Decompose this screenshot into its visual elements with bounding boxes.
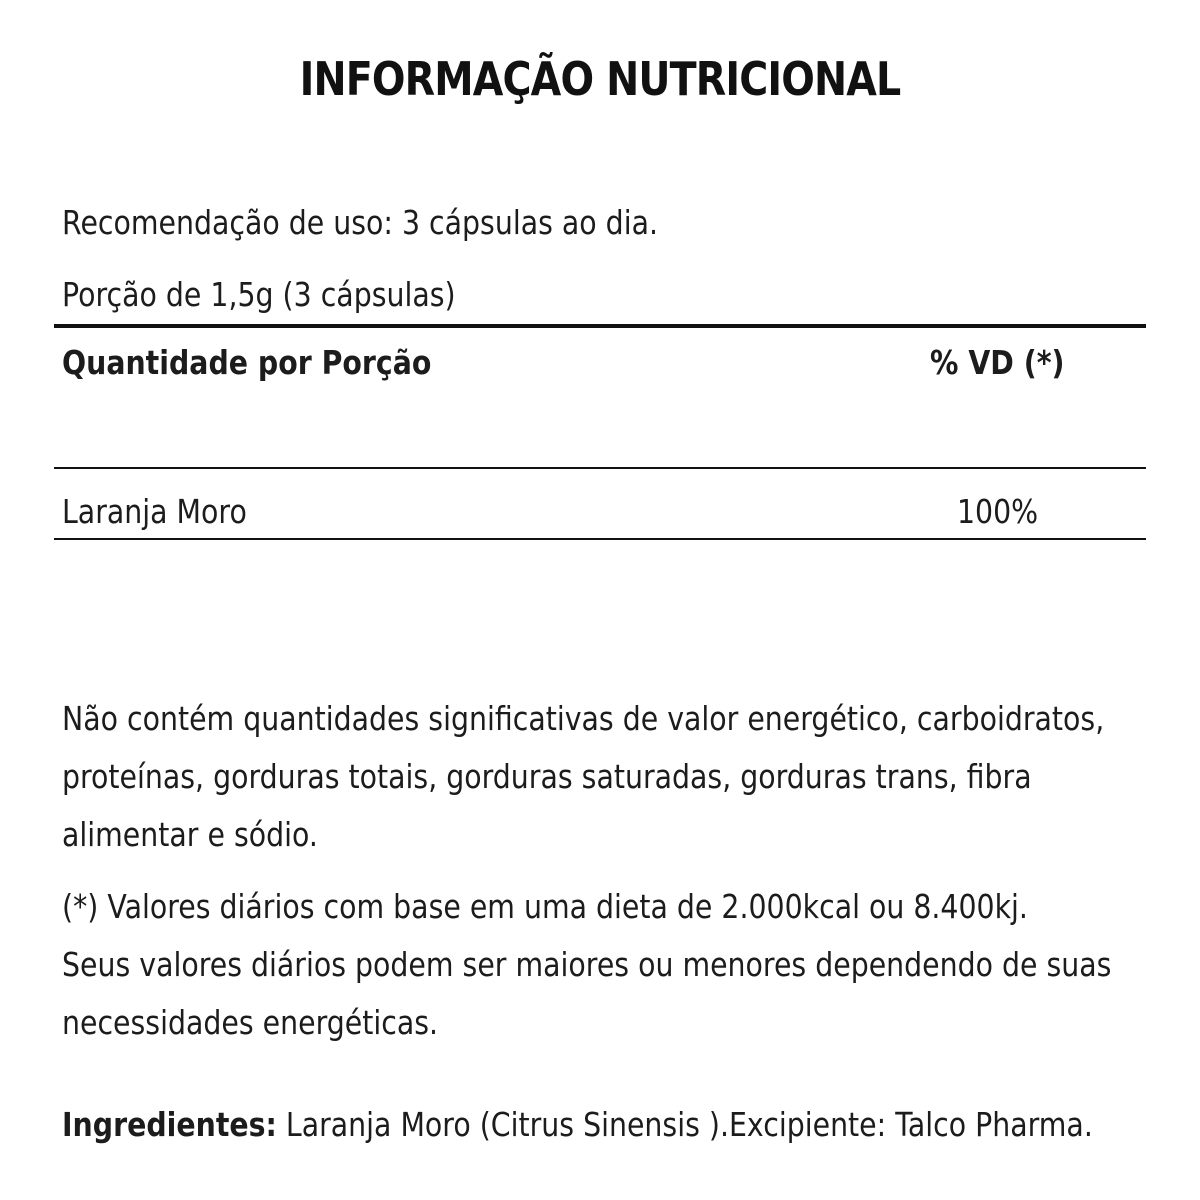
usage-recommendation: Recomendação de uso: 3 cápsulas ao dia. (62, 203, 659, 242)
table-row-name: Laranja Moro (62, 492, 247, 531)
table-top-rule (54, 324, 1146, 328)
portion-size: Porção de 1,5g (3 cápsulas) (62, 275, 456, 314)
ingredients-line (62, 1105, 1093, 1144)
notice-line: proteínas, gorduras totais, gorduras saturadas, gorduras trans, fibra (62, 757, 1032, 796)
notice-line: Não contém quantidades significativas de valor energético, carboidratos, (62, 699, 1105, 738)
footnote-line: (*) Valores diários com base em uma dieta de 2.000kcal ou 8.400kj. (62, 887, 1028, 926)
table-header-quantity: Quantidade por Porção (62, 343, 432, 382)
footnote-line: Seus valores diários podem ser maiores ou menores dependendo de suas (62, 945, 1112, 984)
notice-line: alimentar e sódio. (62, 815, 318, 854)
footnote-line: necessidades energéticas. (62, 1003, 439, 1042)
table-header-divider (54, 467, 1146, 469)
table-bottom-rule (54, 538, 1146, 540)
table-row-value: 100% (957, 492, 1039, 531)
page-title: INFORMAÇÃO NUTRICIONAL (299, 52, 901, 106)
ingredients-text: Laranja Moro (Citrus Sinensis ).Excipiente: Talco Pharma. (276, 1105, 1093, 1144)
nutrient-notice (62, 690, 1146, 864)
daily-value-footnote (62, 878, 1146, 1052)
table-header-daily-value: % VD (*) (930, 343, 1065, 382)
ingredients-label: Ingredientes: (62, 1105, 277, 1144)
